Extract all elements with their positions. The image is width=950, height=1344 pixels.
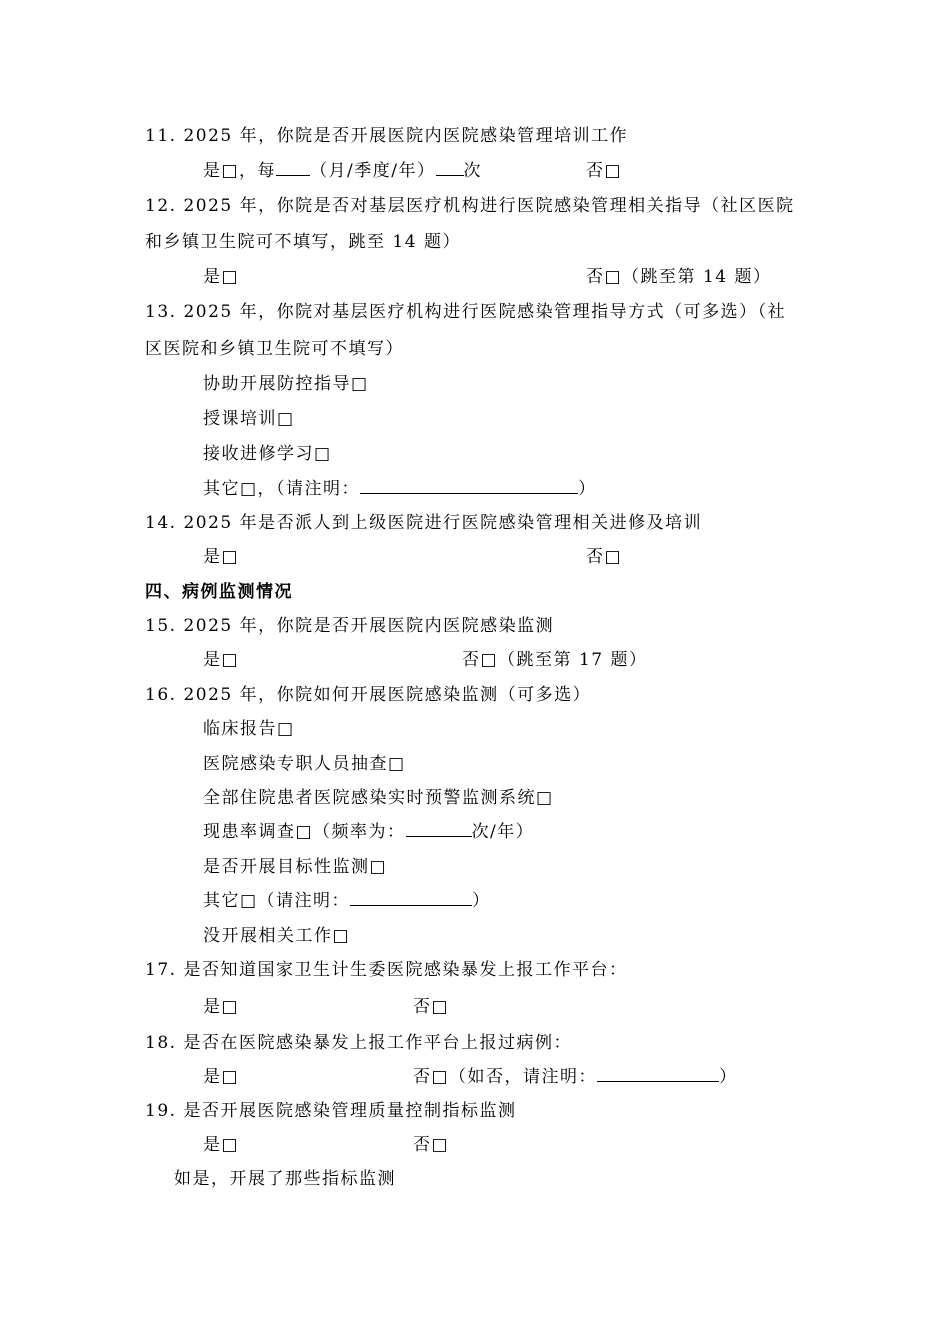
q16-prevalence-label: 现患率调查□（频率为： (203, 822, 406, 842)
q17-no-option[interactable]: 否□ (413, 997, 450, 1017)
q16-option-targeted[interactable]: 是否开展目标性监测□ (203, 857, 388, 877)
q16-option-realtime-system[interactable]: 全部住院患者医院感染实时预警监测系统□ (203, 788, 554, 808)
q13-other-label: 其它□，（请注明： (203, 479, 361, 499)
q11-yes-option[interactable] (203, 159, 482, 183)
q11-times-blank[interactable] (436, 159, 464, 176)
q13-option-other[interactable] (203, 477, 597, 501)
q16-other-label: 其它□（请注明： (203, 891, 351, 911)
q12-yes-option[interactable]: 是□ (203, 267, 240, 287)
q16-option-clinical-report[interactable]: 临床报告□ (203, 719, 295, 739)
section-heading: 四、病例监测情况 (145, 582, 293, 602)
q16-frequency-unit: 次/年） (471, 822, 535, 842)
q17-yes-option[interactable]: 是□ (203, 997, 240, 1017)
q11-frequency-blank[interactable] (276, 159, 310, 176)
q16-frequency-blank[interactable] (406, 820, 472, 837)
q13-option-guidance[interactable]: 协助开展防控指导□ (203, 374, 369, 394)
q15-yes-option[interactable]: 是□ (203, 650, 240, 670)
q18-yes-option[interactable]: 是□ (203, 1067, 240, 1087)
q11-unit-label: （月/季度/年） (310, 161, 436, 181)
q11-no-option[interactable]: 否□ (586, 161, 623, 181)
question-15: 15. 2025 年，你院是否开展医院内医院感染监测 (145, 616, 555, 636)
q18-no-label: 否□（如否，请注明： (413, 1067, 598, 1087)
q19-no-option[interactable]: 否□ (413, 1135, 450, 1155)
q18-no-close: ） (719, 1067, 738, 1087)
question-16: 16. 2025 年，你院如何开展医院感染监测（可多选） (145, 685, 592, 705)
q14-no-option[interactable]: 否□ (586, 547, 623, 567)
question-17: 17. 是否知道国家卫生计生委医院感染暴发上报工作平台： (145, 960, 628, 980)
q19-followup: 如是，开展了那些指标监测 (174, 1169, 396, 1189)
q13-option-training[interactable]: 授课培训□ (203, 409, 295, 429)
q18-no-option[interactable] (413, 1065, 738, 1089)
question-19: 19. 是否开展医院感染管理质量控制指标监测 (145, 1101, 517, 1121)
question-12-line2: 和乡镇卫生院可不填写，跳至 14 题） (145, 232, 461, 252)
question-12-line1: 12. 2025 年，你院是否对基层医疗机构进行医院感染管理相关指导（社区医院 (145, 196, 795, 216)
q13-other-blank[interactable] (360, 477, 578, 494)
q12-no-option[interactable]: 否□（跳至第 14 题） (586, 267, 772, 287)
q19-yes-option[interactable]: 是□ (203, 1135, 240, 1155)
q15-no-option[interactable]: 否□（跳至第 17 题） (462, 650, 648, 670)
q16-other-close: ） (472, 891, 491, 911)
question-13-line2: 区医院和乡镇卫生院可不填写） (145, 339, 404, 359)
question-11: 11. 2025 年，你院是否开展医院内医院感染管理培训工作 (145, 126, 629, 146)
q13-other-close: ） (578, 479, 597, 499)
q18-reason-blank[interactable] (597, 1065, 719, 1082)
q16-option-prevalence-survey[interactable] (203, 820, 534, 844)
question-14: 14. 2025 年是否派人到上级医院进行医院感染管理相关进修及培训 (145, 513, 703, 533)
q16-option-none[interactable]: 没开展相关工作□ (203, 926, 351, 946)
q14-yes-option[interactable]: 是□ (203, 547, 240, 567)
question-13-line1: 13. 2025 年，你院对基层医疗机构进行医院感染管理指导方式（可多选）（社 (145, 302, 787, 322)
q16-option-other[interactable] (203, 889, 491, 913)
q16-option-staff-check[interactable]: 医院感染专职人员抽查□ (203, 754, 406, 774)
q16-other-blank[interactable] (350, 889, 472, 906)
question-18: 18. 是否在医院感染暴发上报工作平台上报过病例： (145, 1033, 572, 1053)
q13-option-study[interactable]: 接收进修学习□ (203, 444, 332, 464)
q11-times-label: 次 (463, 161, 483, 181)
q11-yes-label: 是□，每 (203, 161, 277, 181)
